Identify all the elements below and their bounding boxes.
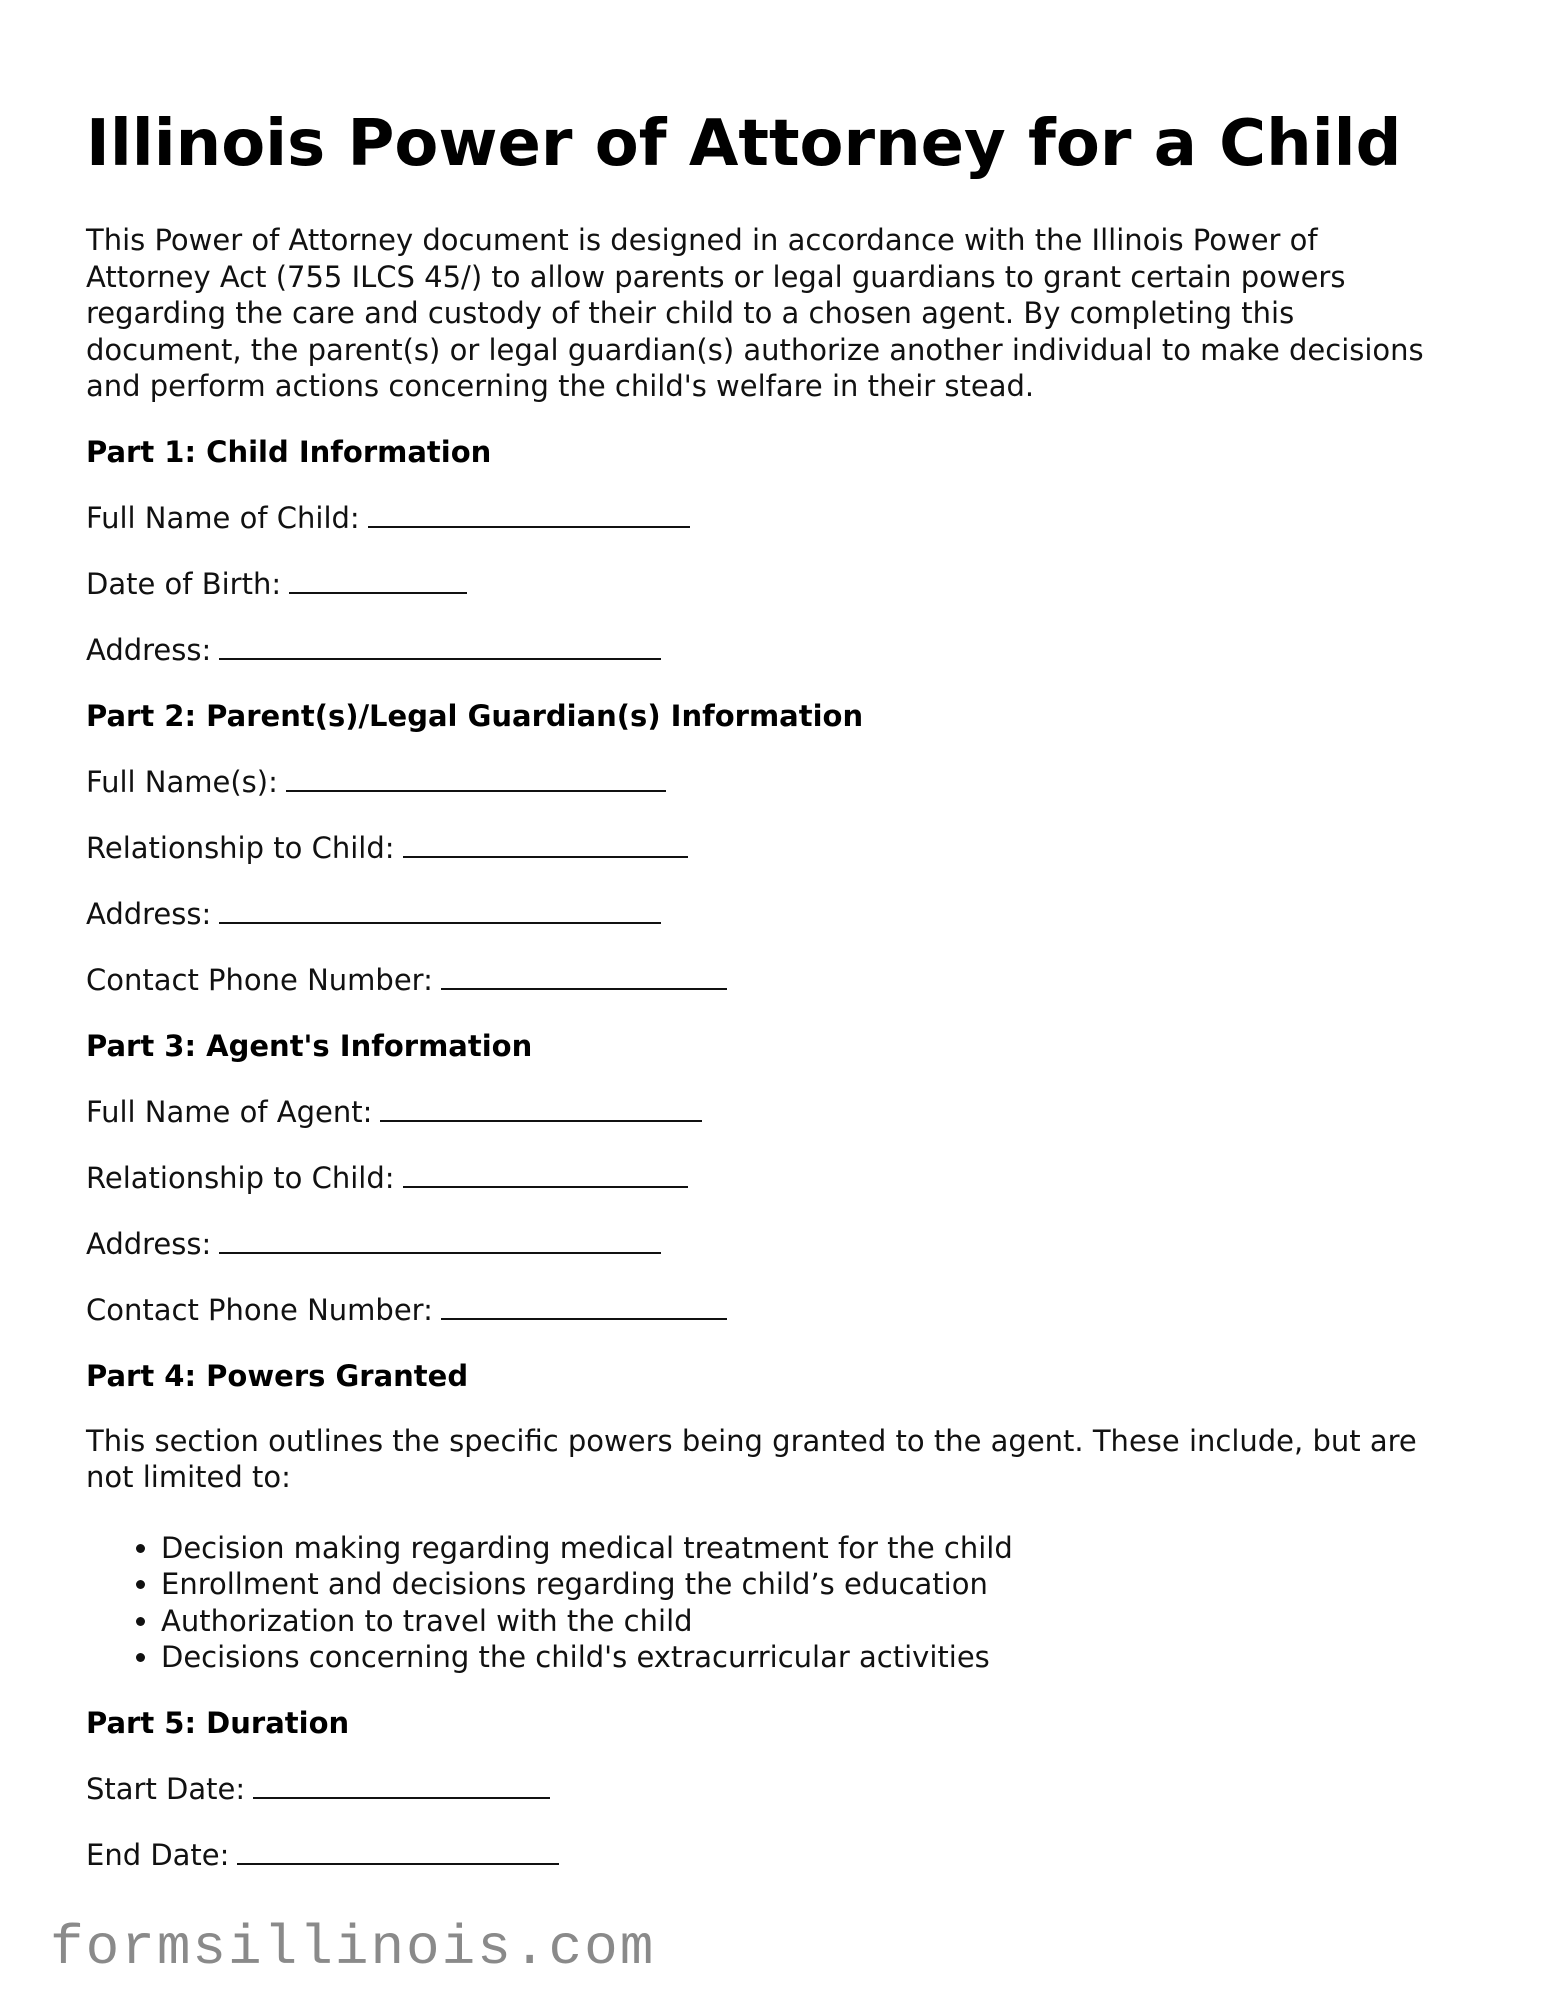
document-page	[86, 100, 1446, 1874]
list-item: • Authorization to travel with the child	[161, 1603, 1446, 1640]
parent-full-names-field[interactable]	[86, 763, 1446, 801]
part2-heading: Part 2: Parent(s)/Legal Guardian(s) Information	[86, 698, 864, 733]
parent-address-blank[interactable]	[219, 898, 661, 924]
child-address-label: Address:	[86, 632, 212, 667]
document-title: Illinois Power of Attorney for a Child	[86, 107, 1402, 181]
agent-address-field[interactable]	[86, 1225, 1446, 1263]
parent-phone-label: Contact Phone Number:	[86, 962, 433, 997]
child-full-name-field[interactable]	[86, 499, 1446, 537]
agent-address-label: Address:	[86, 1226, 212, 1261]
agent-phone-blank[interactable]	[441, 1294, 727, 1320]
powers-description: This section outlines the specific powers being granted to the agent. These include, but are not limited to:	[86, 1423, 1417, 1494]
list-item: • Decision making regarding medical treatment for the child	[161, 1530, 1446, 1567]
end-date-blank[interactable]	[237, 1839, 559, 1865]
agent-full-name-field[interactable]	[86, 1093, 1446, 1131]
agent-full-name-blank[interactable]	[380, 1096, 702, 1122]
child-dob-field[interactable]	[86, 565, 1446, 603]
agent-full-name-label: Full Name of Agent:	[86, 1094, 373, 1129]
parent-address-field[interactable]	[86, 895, 1446, 933]
agent-relationship-label: Relationship to Child:	[86, 1160, 395, 1195]
parent-address-label: Address:	[86, 896, 212, 931]
child-full-name-label: Full Name of Child:	[86, 500, 360, 535]
end-date-field[interactable]	[86, 1836, 1446, 1874]
intro-paragraph: This Power of Attorney document is designed in accordance with the Illinois Power of Attorney Act (755 ILCS 45/) to allow parents or legal guardians to grant certain powers regarding the care and custody of their child to a chosen agent. By completing this document, the parent(s) or legal guardian(s) authorize another individual to make decisions and perform actions concerning the child's welfare in their stead.	[86, 223, 1424, 403]
agent-phone-field[interactable]	[86, 1291, 1446, 1329]
parent-relationship-field[interactable]	[86, 829, 1446, 867]
parent-full-names-label: Full Name(s):	[86, 764, 278, 799]
part3-heading: Part 3: Agent's Information	[86, 1028, 533, 1063]
parent-full-names-blank[interactable]	[286, 766, 666, 792]
start-date-label: Start Date:	[86, 1771, 246, 1806]
start-date-field[interactable]	[86, 1770, 1446, 1808]
list-item: • Decisions concerning the child's extracurricular activities	[161, 1639, 1446, 1676]
parent-relationship-label: Relationship to Child:	[86, 830, 395, 865]
child-address-blank[interactable]	[219, 634, 661, 660]
agent-phone-label: Contact Phone Number:	[86, 1292, 433, 1327]
part5-heading: Part 5: Duration	[86, 1705, 350, 1740]
site-watermark: formsillinois.com	[50, 1916, 656, 1980]
part1-heading: Part 1: Child Information	[86, 434, 492, 469]
agent-relationship-blank[interactable]	[403, 1162, 688, 1188]
parent-relationship-blank[interactable]	[403, 832, 688, 858]
part4-heading: Part 4: Powers Granted	[86, 1358, 469, 1393]
powers-list	[86, 1530, 1446, 1676]
child-full-name-blank[interactable]	[368, 502, 690, 528]
parent-phone-field[interactable]	[86, 961, 1446, 999]
end-date-label: End Date:	[86, 1837, 230, 1872]
parent-phone-blank[interactable]	[441, 964, 727, 990]
child-dob-label: Date of Birth:	[86, 566, 282, 601]
agent-address-blank[interactable]	[219, 1228, 661, 1254]
agent-relationship-field[interactable]	[86, 1159, 1446, 1197]
child-address-field[interactable]	[86, 631, 1446, 669]
list-item: • Enrollment and decisions regarding the child’s education	[161, 1566, 1446, 1603]
child-dob-blank[interactable]	[289, 568, 467, 594]
start-date-blank[interactable]	[253, 1773, 550, 1799]
